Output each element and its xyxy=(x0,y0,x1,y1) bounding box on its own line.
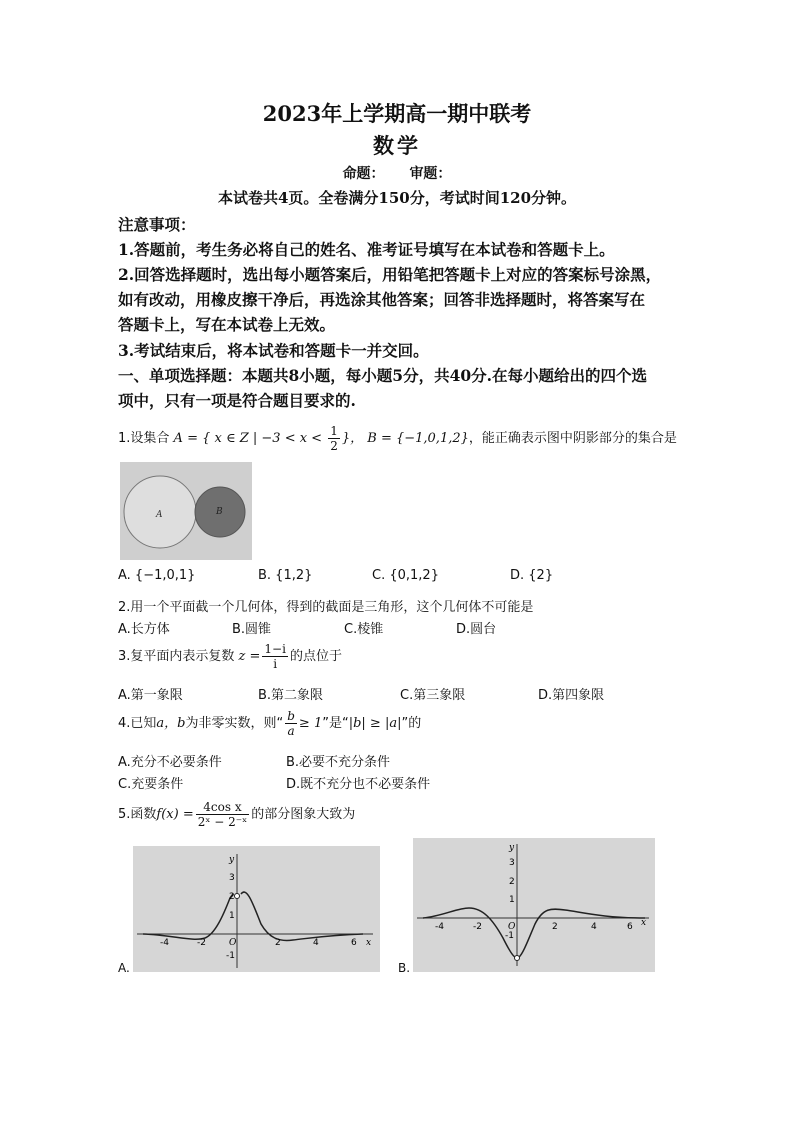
q1-prefix: 1.设集合 xyxy=(118,431,170,446)
graph-a-ytick: -1 xyxy=(226,951,235,961)
graph-b-ytick: -1 xyxy=(505,931,514,941)
q4-option-d: D.既不充分也不必要条件 xyxy=(286,777,431,792)
graph-b-tick: 4 xyxy=(591,922,597,932)
proposer-label: 命题： xyxy=(342,166,385,182)
graph-a xyxy=(133,846,380,972)
question-4-stem xyxy=(118,709,421,738)
graph-a-tick: 4 xyxy=(313,938,319,948)
q1-option-a: A. {−1,0,1} xyxy=(118,568,196,583)
proposer-reviewer xyxy=(0,163,794,183)
question-3-stem xyxy=(118,642,342,671)
graph-b-ytick: 3 xyxy=(509,858,515,868)
graph-a-label: A. xyxy=(118,961,130,975)
note-item: 答题卡上，写在本试卷上无效。 xyxy=(118,315,336,334)
graph-a-tick: -2 xyxy=(197,938,206,948)
q1-set-a-close: } xyxy=(341,431,351,446)
exam-title: 2023年上学期高一期中联考 xyxy=(262,101,532,126)
q5-fx: f(x) = xyxy=(156,807,194,822)
q5-suffix: 的部分图象大致为 xyxy=(251,807,356,822)
graph-b xyxy=(413,838,655,972)
q4-cond1: ≥ 1 xyxy=(298,716,323,731)
graph-a-ytick: 3 xyxy=(229,873,235,883)
graph-b-label: B. xyxy=(398,961,411,975)
graph-b-tick: -2 xyxy=(473,922,482,932)
q2-option-b: B.圆锥 xyxy=(232,622,272,637)
q1-set-b: ， B = {−1,0,1,2} xyxy=(350,431,469,446)
q4-mid: 为非零实数，则“ xyxy=(185,716,284,731)
q1-option-c: C. {0,1,2} xyxy=(372,568,439,583)
subject-title: 数学 xyxy=(373,133,421,158)
notes-heading: 注意事项： xyxy=(118,215,196,234)
graph-b-ytick: 1 xyxy=(509,895,515,905)
q3-option-b: B.第二象限 xyxy=(258,688,324,703)
q4-option-a: A.充分不必要条件 xyxy=(118,755,222,770)
graph-a-origin: O xyxy=(229,938,237,948)
graph-b-ylabel: y xyxy=(509,843,515,853)
q1-suffix: ，能正确表示图中阴影部分的集合是 xyxy=(468,431,677,446)
q2-option-a: A.长方体 xyxy=(118,622,170,637)
graph-b-origin: O xyxy=(508,922,516,932)
q4-option-b: B.必要不充分条件 xyxy=(286,755,391,770)
graph-a-ylabel: y xyxy=(229,855,235,865)
graph-b-tick: 2 xyxy=(552,922,558,932)
q4-fraction: $\frac{b}{a}$ xyxy=(287,709,295,738)
venn-label-b: B xyxy=(216,507,223,517)
q1-set-a: A = { x ∈ Z | −3 < x < xyxy=(173,431,327,446)
q4-option-c: C.充要条件 xyxy=(118,777,184,792)
q4-prefix: 4.已知 xyxy=(118,716,157,731)
venn-diagram xyxy=(120,462,252,560)
q3-option-d: D.第四象限 xyxy=(538,688,605,703)
q1-option-d: D. {2} xyxy=(510,568,554,583)
q3-option-a: A.第一象限 xyxy=(118,688,183,703)
q3-fraction: $\frac{1-i}{i}$ xyxy=(264,642,286,671)
venn-label-a: A xyxy=(156,510,163,520)
q1-fraction: $\frac{1}{2}$ xyxy=(330,424,338,453)
graph-a-tick: -4 xyxy=(160,938,169,948)
graph-a-ytick: 2 xyxy=(229,892,235,902)
q3-suffix: 的点位于 xyxy=(289,649,342,664)
q3-prefix: 3.复平面内表示复数 xyxy=(118,649,235,664)
graph-a-tick: 6 xyxy=(351,938,357,948)
q4-mid2: ”是“ xyxy=(322,716,349,731)
question-1-stem xyxy=(118,424,677,453)
section-heading-cont: 项中，只有一项是符合题目要求的. xyxy=(118,391,356,410)
reviewer-label: 审题： xyxy=(409,166,452,182)
exam-info: 本试卷共4页。全卷满分150分，考试时间120分钟。 xyxy=(217,189,577,207)
q3-z: z = xyxy=(238,649,261,664)
q2-option-c: C.棱锥 xyxy=(344,622,384,637)
q5-prefix: 5.函数 xyxy=(118,807,157,822)
note-item: 1.答题前，考生务必将自己的姓名、准考证号填写在本试卷和答题卡上。 xyxy=(118,240,615,259)
graph-b-tick: 6 xyxy=(627,922,633,932)
q4-vars: a，b xyxy=(156,716,186,731)
q1-option-b: B. {1,2} xyxy=(258,568,313,583)
graph-a-tick: 2 xyxy=(275,938,281,948)
graph-b-tick: -4 xyxy=(435,922,444,932)
q2-option-d: D.圆台 xyxy=(456,622,497,637)
question-5-stem xyxy=(118,800,355,829)
graph-a-xlabel: x xyxy=(366,938,372,948)
graph-b-ytick: 2 xyxy=(509,877,515,887)
q5-fraction: $\frac{\text{4cos x}}{\text{2ˣ − 2⁻ˣ}}$ xyxy=(197,800,248,829)
note-item: 如有改动，用橡皮擦干净后，再选涂其他答案；回答非选择题时，将答案写在 xyxy=(118,290,646,309)
note-item: 2.回答选择题时，选出每小题答案后，用铅笔把答题卡上对应的答案标号涂黑， xyxy=(118,265,662,284)
q4-cond2: |b| ≥ |a| xyxy=(348,716,402,731)
note-item: 3.考试结束后，将本试卷和答题卡一并交回。 xyxy=(118,341,429,360)
graph-a-ytick: 1 xyxy=(229,911,235,921)
q3-option-c: C.第三象限 xyxy=(400,688,466,703)
section-heading: 一、单项选择题：本题共8小题，每小题5分，共40分.在每小题给出的四个选 xyxy=(118,366,648,385)
graph-b-xlabel: x xyxy=(641,918,647,928)
question-2-stem: 2.用一个平面截一个几何体，得到的截面是三角形，这个几何体不可能是 xyxy=(118,600,534,615)
q4-suffix: ”的 xyxy=(401,716,422,731)
